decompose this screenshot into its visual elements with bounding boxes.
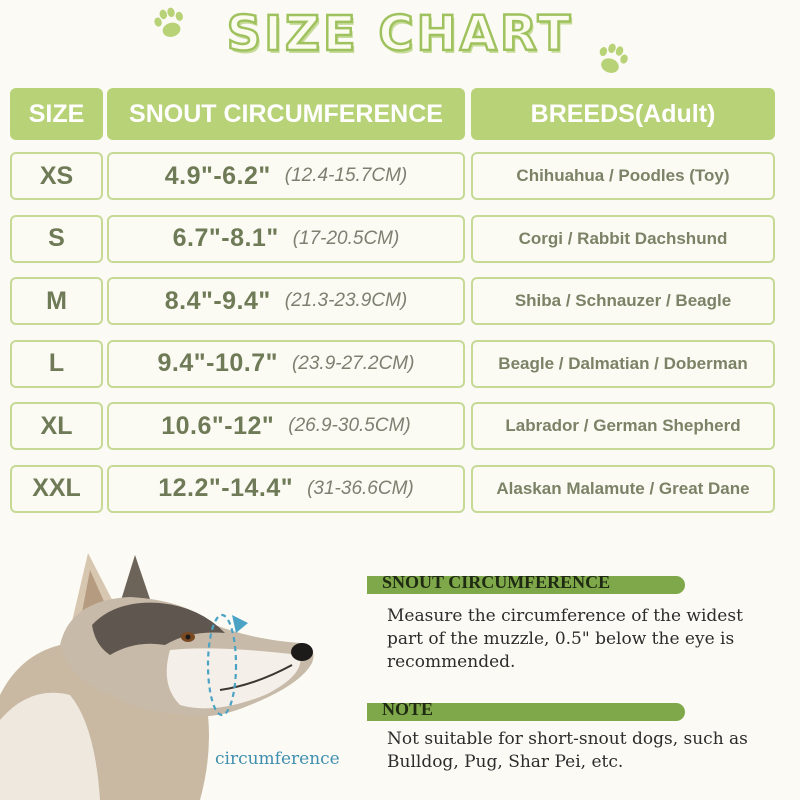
snout-line: recommended. — [387, 652, 516, 672]
size-cell — [10, 402, 103, 450]
circumference-cell — [107, 465, 465, 513]
inches-value: 8.4"-9.4" — [164, 286, 271, 315]
breeds-cell — [471, 152, 775, 200]
cm-value: (31-36.6CM) — [307, 477, 414, 499]
snout-line: part of the muzzle, 0.5" below the eye is — [387, 629, 735, 649]
breeds-cell — [471, 402, 775, 450]
table-row — [10, 277, 775, 325]
note-heading: NOTE — [382, 699, 434, 719]
size-cell — [10, 152, 103, 200]
size-value: M — [46, 286, 67, 315]
cm-value: (21.3-23.9CM) — [284, 290, 408, 312]
page-title: SIZE CHART — [226, 6, 574, 62]
cm-value: (17-20.5CM) — [292, 227, 400, 249]
cm-value: (12.4-15.7CM) — [284, 165, 408, 186]
note-line: Not suitable for short-snout dogs, such as — [387, 729, 748, 749]
size-cell — [10, 215, 103, 263]
paw-print-icon — [592, 40, 632, 80]
note-line: Bulldog, Pug, Shar Pei, etc. — [387, 752, 624, 772]
breeds-value: Labrador / German Shepherd — [505, 416, 741, 436]
breeds-value: Chihuahua / Poodles (Toy) — [516, 166, 730, 185]
size-value: XXL — [32, 474, 81, 503]
breeds-cell — [471, 340, 775, 388]
breeds-value: Alaskan Malamute / Great Dane — [496, 478, 750, 498]
size-value: XL — [40, 411, 73, 440]
breeds-cell — [471, 215, 775, 263]
size-cell — [10, 465, 103, 513]
circumference-cell — [107, 340, 465, 388]
size-table — [10, 88, 775, 528]
size-cell — [10, 340, 103, 388]
circumference-cell — [107, 215, 465, 263]
table-row — [10, 215, 775, 263]
size-value: XS — [39, 161, 74, 190]
breeds-cell — [471, 465, 775, 513]
cm-value: (26.9-30.5CM) — [288, 415, 411, 437]
breeds-value: Beagle / Dalmatian / Doberman — [498, 353, 748, 373]
breeds-value: Corgi / Rabbit Dachshund — [518, 228, 728, 248]
header-snout-circumference: SNOUT CIRCUMFERENCE — [107, 88, 465, 140]
snout-line: Measure the circumference of the widest — [387, 606, 743, 626]
table-row — [10, 340, 775, 388]
snout-description — [387, 605, 743, 674]
size-cell — [10, 277, 103, 325]
header-breeds: BREEDS(Adult) — [471, 88, 775, 140]
inches-value: 9.4"-10.7" — [157, 349, 278, 378]
circumference-cell — [107, 277, 465, 325]
inches-value: 4.9"-6.2" — [164, 161, 271, 190]
table-header-row — [10, 88, 775, 140]
note-description — [387, 728, 748, 774]
snout-heading: SNOUT CIRCUMFERENCE — [382, 572, 611, 592]
table-row — [10, 465, 775, 513]
header-size: SIZE — [10, 88, 103, 140]
circumference-label: circumference — [215, 749, 340, 769]
breeds-cell — [471, 277, 775, 325]
circumference-cell — [107, 402, 465, 450]
paw-print-icon — [150, 4, 190, 44]
cm-value: (23.9-27.2CM) — [291, 352, 415, 374]
table-row — [10, 402, 775, 450]
breeds-value: Shiba / Schnauzer / Beagle — [514, 291, 732, 311]
inches-value: 10.6"-12" — [161, 411, 275, 440]
inches-value: 12.2"-14.4" — [158, 474, 294, 503]
table-row — [10, 152, 775, 200]
inches-value: 6.7"-8.1" — [172, 224, 279, 253]
circumference-cell — [107, 152, 465, 200]
size-value: L — [48, 349, 65, 378]
size-value: S — [48, 224, 65, 253]
